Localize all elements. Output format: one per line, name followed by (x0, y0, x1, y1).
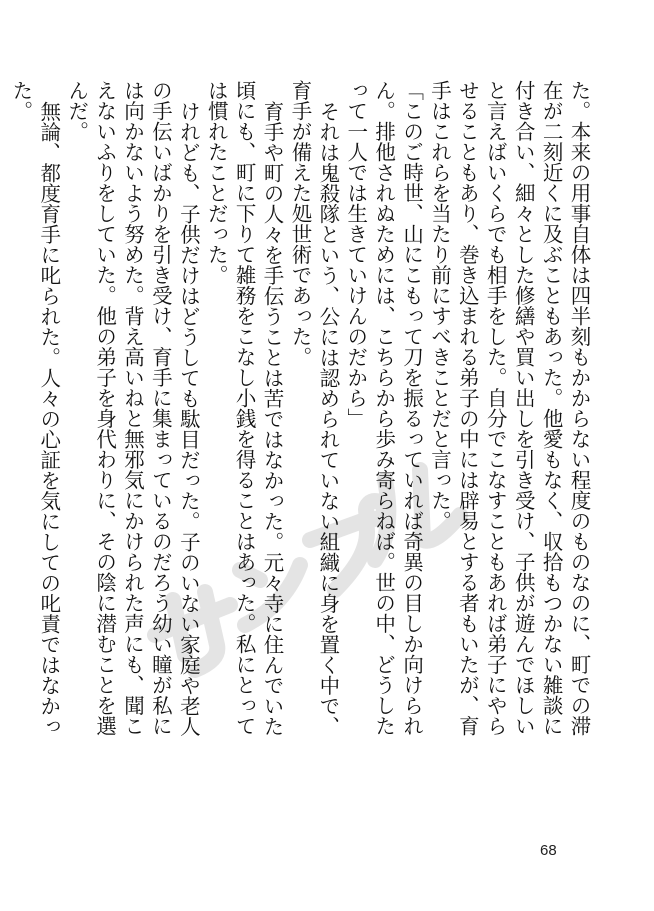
paragraph-5: けれども、子供だけはどうしても駄目だった。子のいない家庭や老人の手伝いばかりを引き受け、育手に集まっているのだろう幼い瞳が私には向かないよう努めた。背え高いねと無邪気にかけられた声にも、聞こえないふりをしていた。他の弟子を身代わりに、その陰に潜むことを選んだ。 (64, 80, 201, 736)
paragraph-3: それは鬼殺隊という、公には認められていない組織に身を置く中で、育手が備えた処世術であった。 (287, 80, 340, 736)
paragraph-4: 育手や町の人々を手伝うことは苦ではなかった。元々寺に住んでいた頃にも、町に下りて雑務をこなし小銭を得ることはあった。私にとっては慣れたことだった。 (204, 80, 285, 736)
vertical-text-body (6, 80, 592, 740)
paragraph-2: 「このご時世、山にこもって刀を振るっていれば奇異の目しか向けられん。排他されぬためには、こちらから歩み寄らねば。世の中、どうしたって一人では生きていけんのだから」 (343, 80, 424, 736)
paragraph-1: た。本来の用事自体は四半刻もかからない程度のものなのに、町での滞在が二刻近くに及ぶこともあった。他愛もなく、収拾もつかない雑談に付き合い、細々とした修繕や買い出しを引き受け、子供が遊んでほしいと言えばいくらでも相手をした。自分でこなすこともあれば弟子にやらせることもあり、巻き込まれる弟子の中には辟易とする者もいたが、育手はこれらを当たり前にすべきことだと言った。 (427, 80, 591, 736)
paragraph-6: 無論、都度育手に叱られた。人々の心証を気にしての叱責ではなかった。 (8, 80, 61, 736)
page-number: 68 (540, 842, 557, 859)
